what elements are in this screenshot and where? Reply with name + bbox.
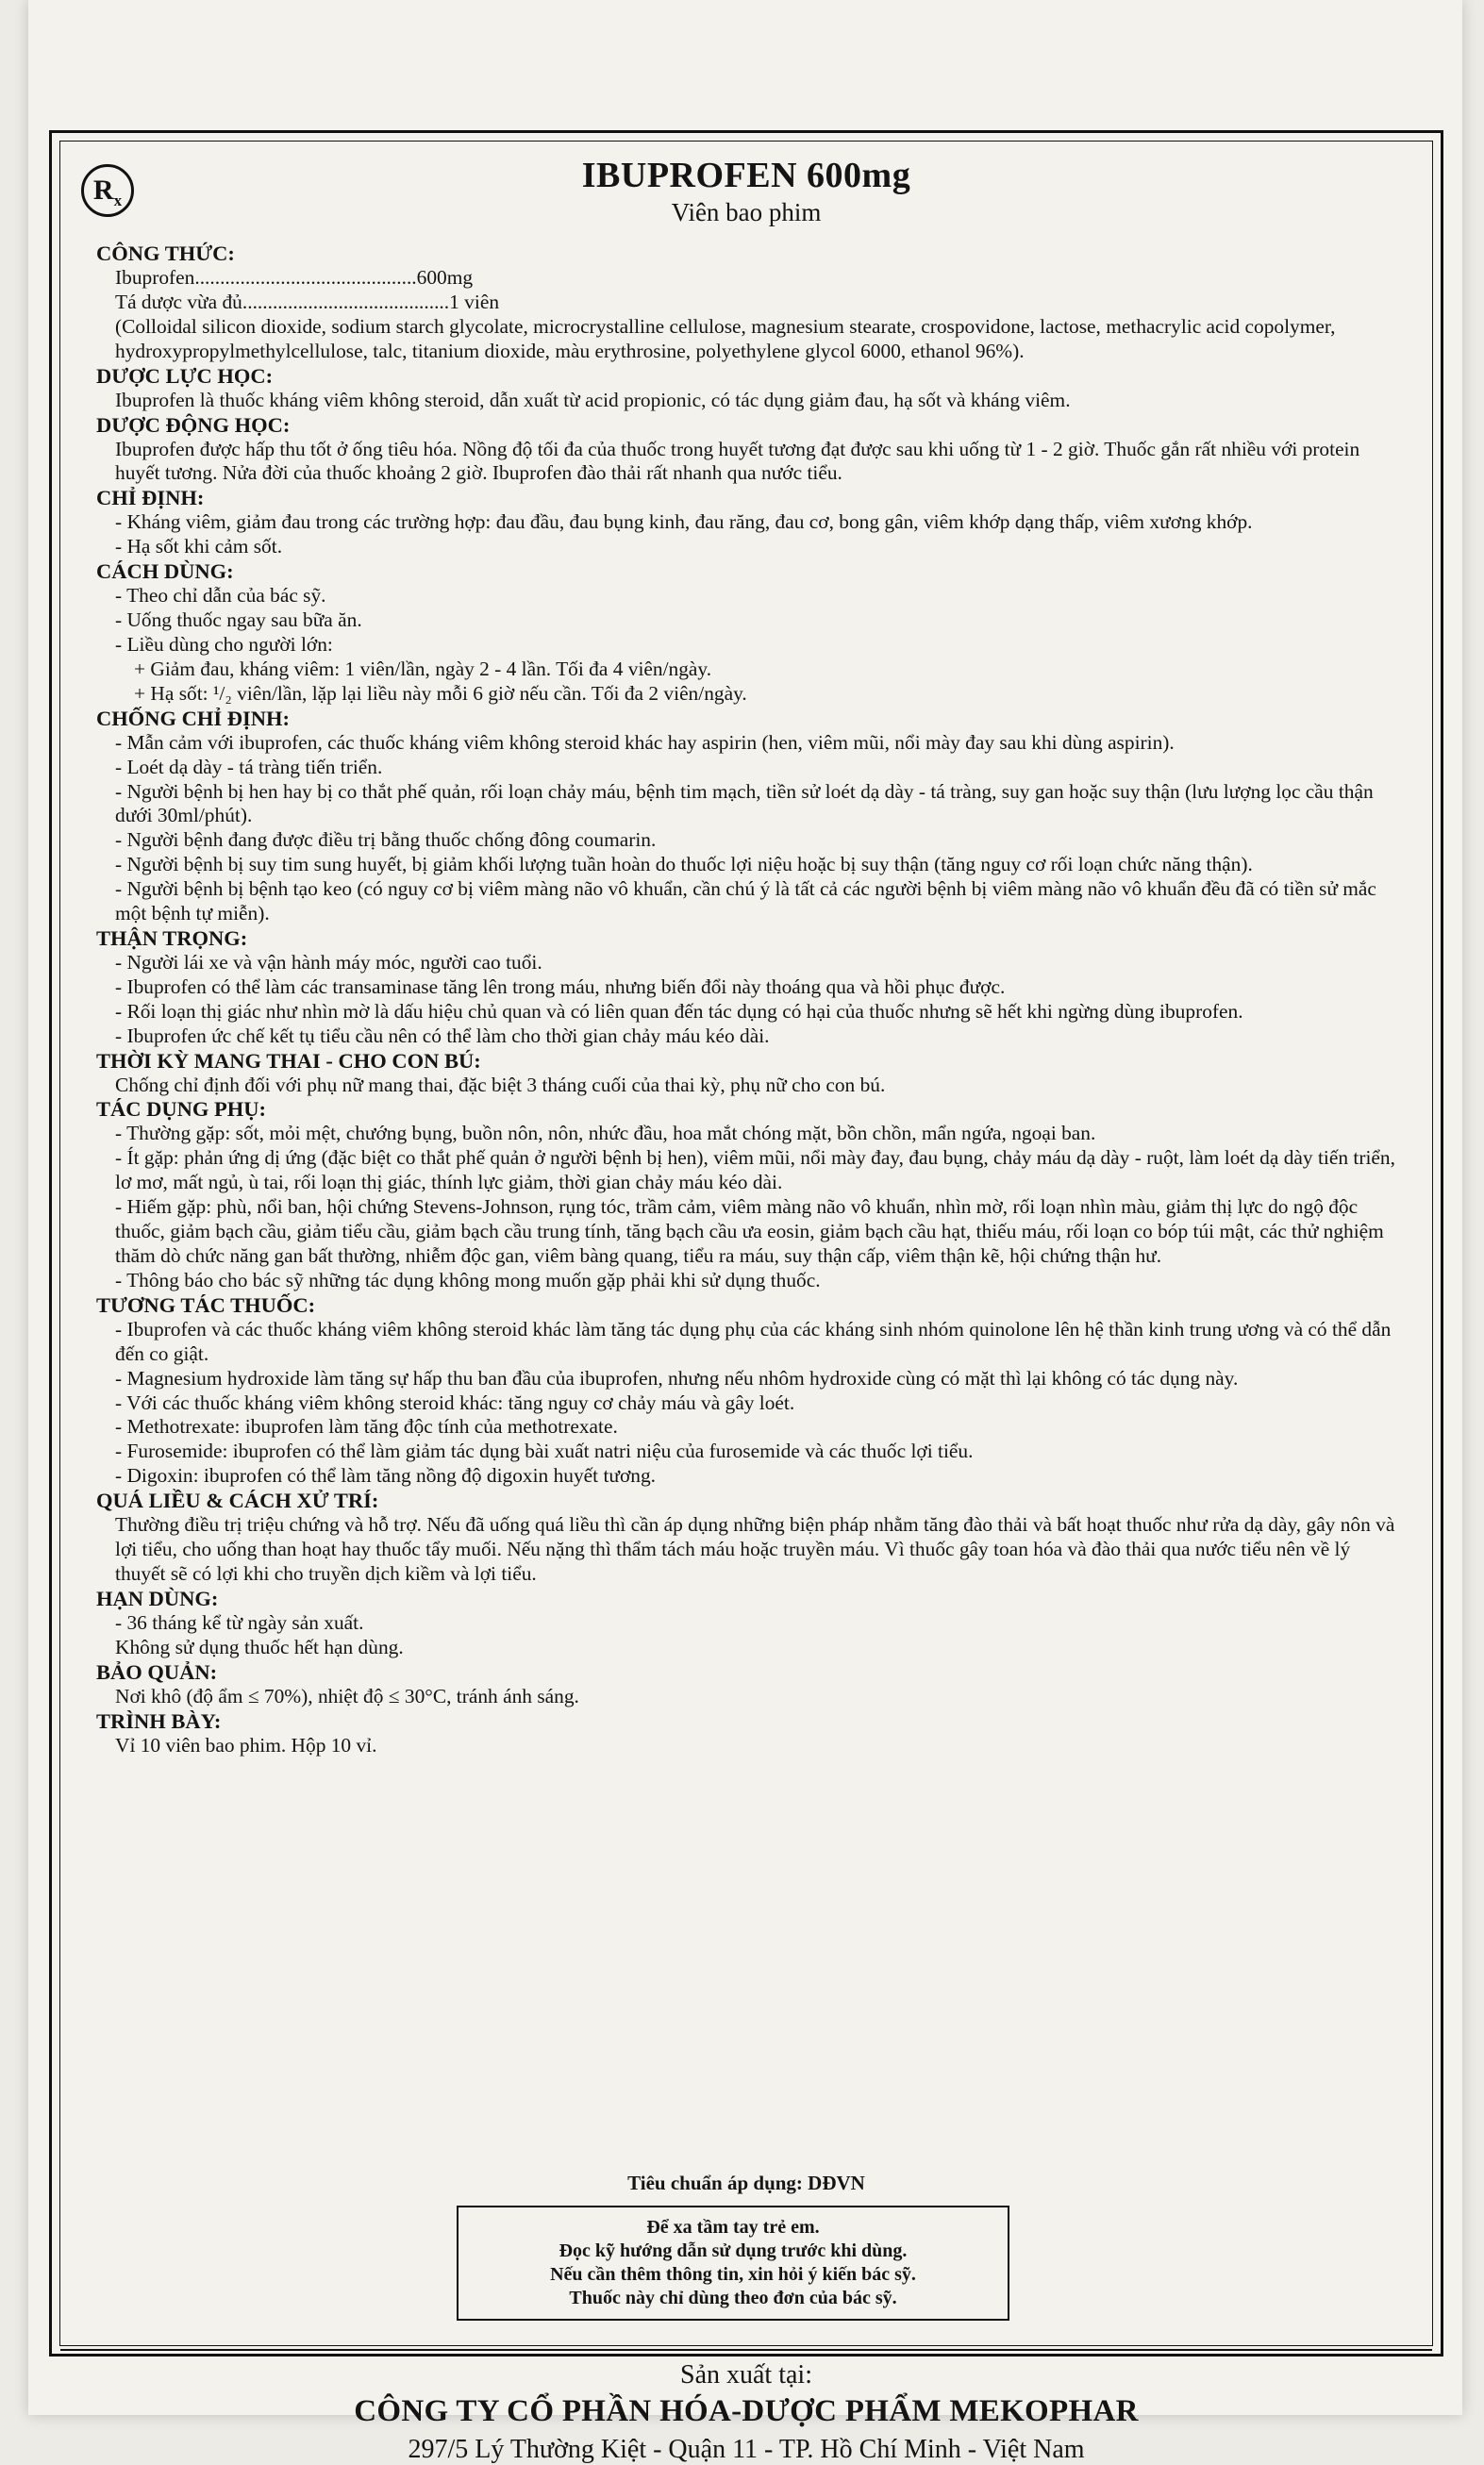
manufacturer-company: CÔNG TY CỔ PHẦN HÓA-DƯỢC PHẨM MEKOPHAR: [354, 2394, 1139, 2428]
applied-standard: Tiêu chuẩn áp dụng: DĐVN: [627, 2172, 865, 2194]
list-item: - Ibuprofen và các thuốc kháng viêm không steroid khác làm tăng tác dụng phụ của các kháng sinh nhóm quinolone lên hệ thần kinh trung ương và có thể dẫn đến co giật.: [115, 1317, 1392, 1365]
list-item: - Furosemide: ibuprofen có thể làm giảm tác dụng bài xuất natri niệu của furosemide và các thuốc lợi tiểu.: [115, 1440, 974, 1463]
excipient-list: (Colloidal silicon dioxide, sodium starch glycolate, microcrystalline cellulose, magnesium stearate, crospovidone, lactose, methacrylic acid copolymer, hydroxypropylmethylcellulose, talc, titanium dioxide, màu erythrosine, polyethylene glycol 6000, ethanol 96%).: [115, 314, 1336, 362]
ingredient-amount: 600mg: [416, 266, 474, 289]
list-item: - Người bệnh bị suy tim sung huyết, bị giảm khối lượng tuần hoàn do thuốc lợi niệu hoặc bị suy thận (tăng nguy cơ rối loạn chức năng thận).: [115, 853, 1253, 876]
pharmacokinetics-heading: DƯỢC ĐỘNG HỌC:: [96, 412, 291, 437]
shelf-life-heading: HẠN DÙNG:: [96, 1586, 219, 1610]
rx-letter: R: [92, 175, 114, 206]
manufacturer-block: [60, 2360, 1432, 2465]
list-item: - Người lái xe và vận hành máy móc, người cao tuổi.: [115, 950, 542, 974]
ingredient-amount: 1 viên: [449, 290, 500, 313]
shelf-life-note: Không sử dụng thuốc hết hạn dùng.: [115, 1635, 404, 1658]
pharmacodynamics-text: Ibuprofen là thuốc kháng viêm không steroid, dẫn xuất từ acid propionic, có tác dụng giảm đau, hạ sốt và kháng viêm.: [115, 388, 1071, 411]
list-item: - Ibuprofen có thể làm các transaminase tăng lên trong máu, nhưng biến đổi này thoáng qua và hồi phục được.: [115, 974, 1006, 998]
list-item: - Người bệnh đang được điều trị bằng thuốc chống đông coumarin.: [115, 828, 657, 852]
manufacturer-address: 297/5 Lý Thường Kiệt - Quận 11 - TP. Hồ Chí Minh - Việt Nam: [408, 2435, 1085, 2464]
pregnancy-text: Chống chỉ định đối với phụ nữ mang thai, đặc biệt 3 tháng cuối của thai kỳ, phụ nữ cho con bú.: [115, 1073, 886, 1096]
title-block: [60, 155, 1432, 227]
warning-line: Đọc kỹ hướng dẫn sử dụng trước khi dùng.: [559, 2240, 908, 2261]
list-item: - Ibuprofen ức chế kết tụ tiểu cầu nên có thể làm cho thời gian chảy máu kéo dài.: [115, 1024, 770, 1047]
list-item: - Người bệnh bị bệnh tạo keo (có nguy cơ bị viêm màng não vô khuẩn, cần chú ý là tất cả các người bệnh bị viêm màng não vô khuẩn đều đã có tiền sử mắc một bệnh tự miễn).: [115, 877, 1376, 925]
pregnancy-heading: THỜI KỲ MANG THAI - CHO CON BÚ:: [96, 1048, 481, 1073]
list-item: - Người bệnh bị hen hay bị co thắt phế quản, rối loạn chảy máu, bệnh tim mạch, tiền sử loét dạ dày - tá tràng, suy gan hoặc suy thận (lưu lượng lọc cầu thận dưới 30ml/phút).: [115, 779, 1374, 827]
dosage-fever-label: + Hạ sốt:: [134, 681, 213, 705]
list-item: - Thường gặp: sốt, mỏi mệt, chướng bụng, buồn nôn, nôn, nhức đầu, hoa mắt chóng mặt, bồn chồn, mẩn ngứa, ngoại ban.: [115, 1122, 1096, 1145]
list-item: - Với các thuốc kháng viêm không steroid khác: tăng nguy cơ chảy máu và gây loét.: [115, 1391, 795, 1414]
manufacturer-label: Sản xuất tại:: [680, 2360, 812, 2390]
outer-frame: [49, 130, 1443, 2464]
side-effects-heading: TÁC DỤNG PHỤ:: [96, 1097, 266, 1122]
storage-text: Nơi khô (độ ẩm ≤ 70%), nhiệt độ ≤ 30°C, tránh ánh sáng.: [115, 1684, 579, 1707]
leaflet-sheet: [28, 0, 1462, 2464]
storage-heading: BẢO QUẢN:: [96, 1659, 218, 1684]
dosage-fever-detail: viên/lần, lặp lại liều này mỗi 6 giờ nếu cần. Tối đa 2 viên/ngày.: [231, 681, 747, 705]
list-item: - Rối loạn thị giác như nhìn mờ là dấu hiệu chủ quan và có liên quan đến tác dụng có hại của thuốc nhưng sẽ hết khi ngừng dùng ibuprofen.: [115, 999, 1243, 1023]
presentation-text: Vỉ 10 viên bao phim. Hộp 10 vỉ.: [115, 1733, 377, 1757]
product-title: IBUPROFEN 600mg: [581, 156, 911, 195]
leaflet-content: [96, 242, 1404, 1758]
list-item: - Kháng viêm, giảm đau trong các trường hợp: đau đầu, đau bụng kinh, đau răng, đau cơ, bong gân, viêm khớp dạng thấp, viêm xương khớp.: [115, 510, 1253, 534]
composition-heading: CÔNG THỨC:: [96, 242, 235, 265]
list-item: - Theo chỉ dẫn của bác sỹ.: [115, 584, 326, 608]
pharmacodynamics-heading: DƯỢC LỰC HỌC:: [96, 363, 274, 388]
overdose-text: Thường điều trị triệu chứng và hỗ trợ. Nếu đã uống quá liều thì cần áp dụng những biện pháp nhằm tăng đào thải và bất hoạt thuốc như rửa dạ dày, gây nôn và lợi tiểu, cho uống than hoạt hay thuốc tẩy muối. Nếu nặng thì thẩm tách máu hoặc truyền máu. Vì thuốc gây toan hóa và đào thải qua nước tiểu nên về lý thuyết sẽ có lợi khi cho truyền dịch kiềm và lợi tiểu.: [115, 1513, 1395, 1585]
warning-box: [457, 2206, 1009, 2321]
half-fraction: ¹/₂: [212, 681, 232, 705]
dosage-heading: CÁCH DÙNG:: [96, 559, 234, 584]
pharmacokinetics-text: Ibuprofen được hấp thu tốt ở ống tiêu hóa. Nồng độ tối đa của thuốc trong huyết tương đạt được sau khi uống từ 1 - 2 giờ. Thuốc gắn rất nhiều với protein huyết tương. Nửa đời của thuốc khoảng 2 giờ. Ibuprofen đào thải rất nhanh qua nước tiểu.: [115, 437, 1360, 485]
precautions-heading: THẬN TRỌNG:: [96, 925, 248, 950]
list-item: - Hạ sốt khi cảm sốt.: [115, 535, 283, 558]
list-item: - Liều dùng cho người lớn:: [115, 632, 333, 656]
ingredient-name: Ibuprofen: [115, 266, 195, 289]
warning-line: Thuốc này chỉ dùng theo đơn của bác sỹ.: [569, 2288, 897, 2308]
product-subtitle: Viên bao phim: [671, 198, 822, 226]
rx-sub: x: [113, 192, 123, 209]
list-item: - Uống thuốc ngay sau bữa ăn.: [115, 608, 362, 632]
list-item: - Ít gặp: phản ứng dị ứng (đặc biệt co thắt phế quản ở người bệnh bị hen), viêm mũi, nổi mày đay, đau bụng, chảy máu dạ dày - ruột, làm loét dạ dày tiến triển, lơ mơ, mất ngủ, ù tai, rối loạn thị giác, thính lực giảm, thời gian chảy máu kéo dài.: [115, 1146, 1395, 1194]
composition-line-ibuprofen: [96, 266, 1404, 291]
composition-line-excipient: [96, 291, 1404, 315]
contraindications-heading: CHỐNG CHỈ ĐỊNH:: [96, 706, 291, 730]
interactions-heading: TƯƠNG TÁC THUỐC:: [96, 1292, 316, 1317]
list-item: - Mẫn cảm với ibuprofen, các thuốc kháng viêm không steroid khác hay aspirin (hen, viêm mũi, nổi mày đay sau khi dùng aspirin).: [115, 730, 1175, 754]
warning-line: Nếu cần thêm thông tin, xin hỏi ý kiến bác sỹ.: [550, 2264, 916, 2285]
presentation-heading: TRÌNH BÀY:: [96, 1708, 222, 1733]
dosage-fever: [96, 682, 1404, 707]
footer-divider: [60, 2349, 1432, 2351]
list-item: - Digoxin: ibuprofen có thể làm tăng nồng độ digoxin huyết tương.: [115, 1464, 657, 1488]
list-item: - Loét dạ dày - tá tràng tiến triển.: [115, 755, 383, 778]
inner-frame: [59, 141, 1433, 2464]
dosage-pain-relief: + Giảm đau, kháng viêm: 1 viên/lần, ngày 2 - 4 lần. Tối đa 4 viên/ngày.: [134, 657, 712, 680]
warning-line: Để xa tầm tay trẻ em.: [646, 2217, 820, 2238]
list-item: - Hiếm gặp: phù, nổi ban, hội chứng Stevens-Johnson, rụng tóc, trầm cảm, viêm màng não vô khuẩn, nhìn mờ, rối loạn nhìn màu, giảm thị lực do ngộ độc thuốc, giảm bạch cầu, giảm tiểu cầu, giảm bạch cầu trung tính, tăng bạch cầu ưa eosin, giảm bạch cầu hạt, thiếu máu, rối loạn co bóp túi mật, các thử nghiệm thăm dò chức năng gan bất thường, nhiễm độc gan, viêm bàng quang, tiểu ra máu, suy thận cấp, viêm thận kẽ, hội chứng thận hư.: [115, 1195, 1384, 1267]
list-item: - Magnesium hydroxide làm tăng sự hấp thu ban đầu của ibuprofen, nhưng nếu nhôm hydroxide cùng có mặt thì lại không có tác dụng này.: [115, 1366, 1239, 1390]
list-item: - Thông báo cho bác sỹ những tác dụng không mong muốn gặp phải khi sử dụng thuốc.: [115, 1268, 821, 1291]
leader-dots: ............................................: [194, 266, 417, 289]
indications-heading: CHỈ ĐỊNH:: [96, 486, 205, 510]
ingredient-name: Tá dược vừa đủ: [115, 290, 242, 313]
overdose-heading: QUÁ LIỀU & CÁCH XỬ TRÍ:: [96, 1489, 379, 1513]
leader-dots: .........................................: [242, 290, 450, 313]
shelf-life-text: - 36 tháng kể từ ngày sản xuất.: [115, 1610, 364, 1634]
list-item: - Methotrexate: ibuprofen làm tăng độc tính của methotrexate.: [115, 1415, 618, 1439]
